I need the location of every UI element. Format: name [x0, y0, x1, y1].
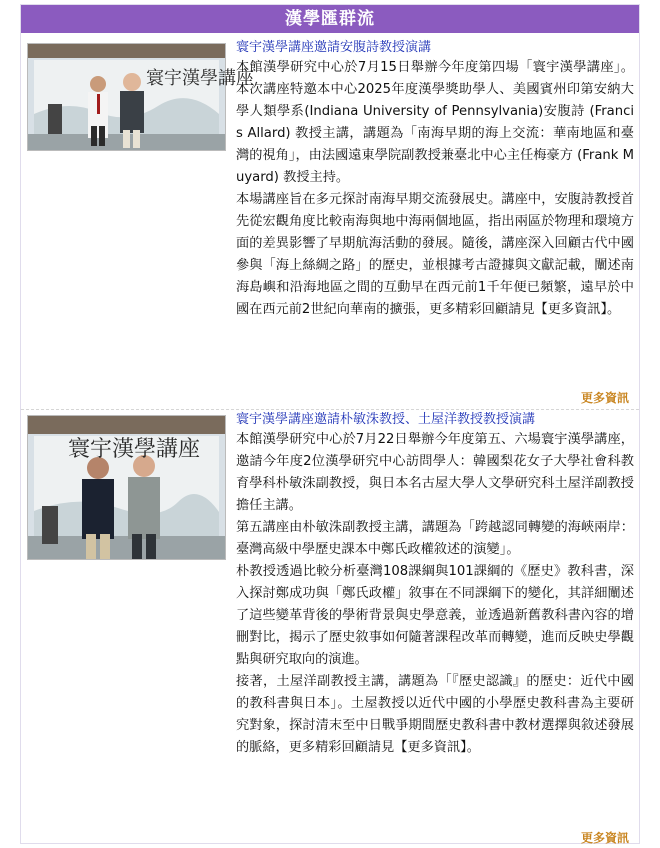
news-paragraph: 本場講座旨在多元探討南海早期交流發展史。講座中，安腹詩教授首先從宏觀角度比較南海與地中海兩個地區，指出兩區於物理和環境方面的差異影響了早期航海活動的發展。隨後，講座深入回顧古代中國參與「海上絲綢之路」的歷史，並根據考古證據與文獻記載，闡述南海島嶼和沿海地區之間的互動早在西元前1千年便已頻繁，遠早於中國在西元前2世紀向華南的擴張，更多精彩回顧請見【更多資訊】。 — [236, 192, 634, 317]
panel-title: 漢學匯群流 — [21, 5, 639, 33]
news-paragraph: 本館漢學研究中心於7月15日舉辦今年度第四場「寰宇漢學講座」。本次講座特邀本中心2025年度漢學獎助學人、美國賓州印第安納大學人類學系(Indiana University of Pennsylvania)安腹詩 (Francis Allard) 教授主講，講題為「南海早期的海上交流：華南地區和臺灣的視角」，由法國遠東學院副教授兼臺北中心主任梅豪方 (Frank Muyard) 教授主持。 — [236, 60, 634, 185]
photo-image — [28, 44, 254, 150]
news-item — [21, 409, 639, 845]
news-title-link[interactable]: 寰宇漢學講座邀請朴敏洙教授、土屋洋教授教授演講 — [236, 412, 536, 427]
news-paragraph: 朴教授透過比較分析臺灣108課綱與101課綱的《歷史》教科書，深入探討鄭成功與「鄭氏政權」敘事在不同課綱下的變化，其詳細闡述了這些變革背後的學術背景與史學意義，並透過新舊教科書內容的增刪對比，揭示了歷史敘事如何隨著課程改革而轉變，進而反映史學觀點與研究取向的演進。 — [236, 564, 634, 667]
news-text — [236, 39, 634, 321]
news-paragraph: 本館漢學研究中心於7月22日舉辦今年度第五、六場寰宇漢學講座，邀請今年度2位漢學研究中心訪問學人：韓國梨花女子大學社會科教育學科朴敏洙副教授，與日本名古屋大學人文學研究科土屋洋副教授擔任主講。 — [236, 432, 634, 513]
photo-banner-text: 寰宇漢學講座 — [146, 68, 254, 89]
news-photo[interactable] — [27, 415, 226, 560]
photo-image — [28, 416, 225, 559]
news-panel — [20, 4, 640, 844]
news-item — [21, 37, 639, 409]
news-text — [236, 411, 634, 759]
news-paragraph: 接著，土屋洋副教授主講，講題為「『歷史認識』的歷史：近代中國的教科書與日本」。土屋教授以近代中國的小學歷史教科書為主要研究對象，探討清末至中日戰爭期間歷史教科書中教材選擇與敘述發展的脈絡，更多精彩回顧請見【更多資訊】。 — [236, 674, 634, 755]
more-info-link[interactable]: 更多資訊 — [580, 391, 629, 405]
news-photo[interactable] — [27, 43, 254, 151]
news-title-link[interactable]: 寰宇漢學講座邀請安腹詩教授演講 — [236, 40, 432, 55]
more-info-link[interactable]: 更多資訊 — [580, 831, 629, 845]
news-paragraph: 第五講座由朴敏洙副教授主講，講題為「跨越認同轉變的海峽兩岸：臺灣高級中學歷史課本中鄭氏政權敘述的演變」。 — [236, 520, 634, 557]
photo-banner-text: 寰宇漢學講座 — [68, 437, 201, 462]
